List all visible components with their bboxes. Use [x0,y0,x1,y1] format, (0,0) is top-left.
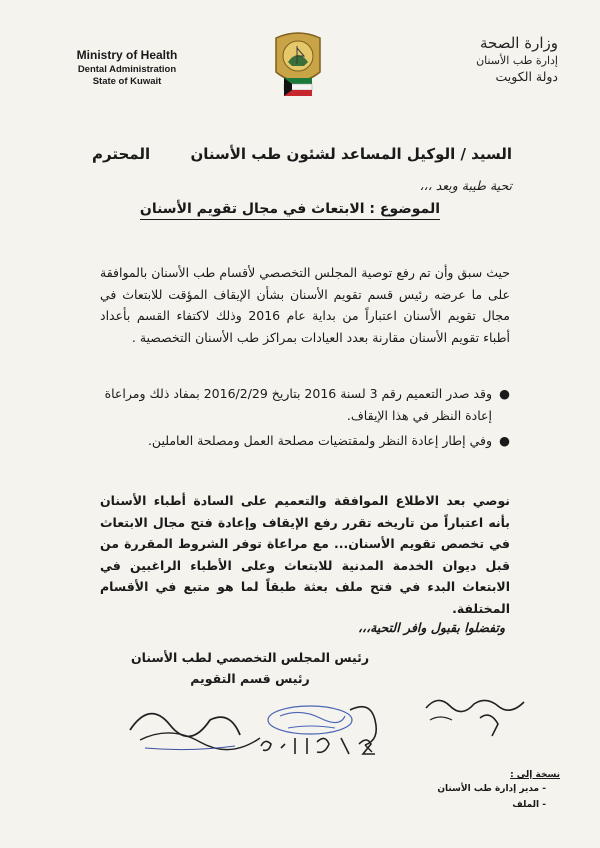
recipient-line [92,145,512,163]
greeting: تحية طيبة وبعد ،،، [419,178,512,193]
signature-title-council: رئيس المجلس التخصصي لطب الأسنان [130,650,370,665]
bullet-icon: ● [499,433,510,448]
bullet-text: وقد صدر التعميم رقم 3 لسنة 2016 بتاريخ 2016/2/29 بمفاد ذلك ومراعاة إعادة النظر في هذا الإيقاف. [104,386,492,423]
ministry-name-en: Ministry of Health [76,48,178,62]
copies-to-block [380,770,560,816]
list-item [100,430,510,452]
respect-word: المحترم [92,145,151,163]
english-letterhead [52,48,202,87]
state-name-ar: دولة الكويت [495,69,558,84]
subject-line: الموضوع : الابتعاث في مجال تقويم الأسنان [140,201,440,220]
kuwait-emblem-icon [270,30,326,114]
copies-title: نسخة إلى : [510,770,560,780]
bullet-list [100,383,510,456]
ministry-name-ar: وزارة الصحة [480,34,558,52]
handwritten-date [255,730,385,760]
signature-title-orthodontics: رئيس قسم التقويم [190,671,310,686]
state-name-en: State of Kuwait [92,76,162,87]
copy-recipient: مدير إدارة طب الأسنان [437,784,540,794]
department-name-en: Dental Administration [77,64,177,75]
recipient-title: السيد / الوكيل المساعد لشئون طب الأسنان [190,145,512,163]
body-paragraph: حيث سبق وأن تم رفع توصية المجلس التخصصي لأقسام طب الأسنان بالموافقة على ما عرضه رئيس قسم تقويم الأسنان بشأن الإيقاف المؤقت للابتعاث في مجال تقويم الأسنان اعتباراً من بداية عام 2016 وذلك لاكتفاء القسم بأعداد أطباء تقويم الأسنان مقارنة بعدد العيادات بمراكز طب الأسنان التخصصية . [100,265,510,345]
department-name-ar: إدارة طب الأسنان [476,54,558,67]
list-item: - الملف [512,800,546,810]
handwritten-approval [420,690,530,750]
list-item [100,383,510,426]
bullet-icon: ● [499,386,510,401]
copy-recipient: الملف [512,800,540,810]
list-item: - مدير إدارة طب الأسنان [437,784,546,794]
closing-line: وتفضلوا بقبول وافر التحية،،، [358,620,505,635]
bullet-text: وفي إطار إعادة النظر ولمقتضيات مصلحة العمل ومصلحة العاملين. [147,433,492,448]
arabic-letterhead [438,34,558,84]
recommendation-paragraph: نوصي بعد الاطلاع الموافقة والتعميم على السادة أطباء الأسنان بأنه اعتباراً من تاريخه تقرر رفع الإيقاف وإعادة فتح مجال الابتعاث في تخصص تقويم الأسنان... مع مراعاة توفر الشروط المقررة من قبل ديوان الخدمة المدنية للابتعاث وعلى الأطباء الراغبين في الابتعاث البدء في فتح ملف بعثة طبقاً لما هو متبع في الأقسام المختلفة. [100,493,510,616]
